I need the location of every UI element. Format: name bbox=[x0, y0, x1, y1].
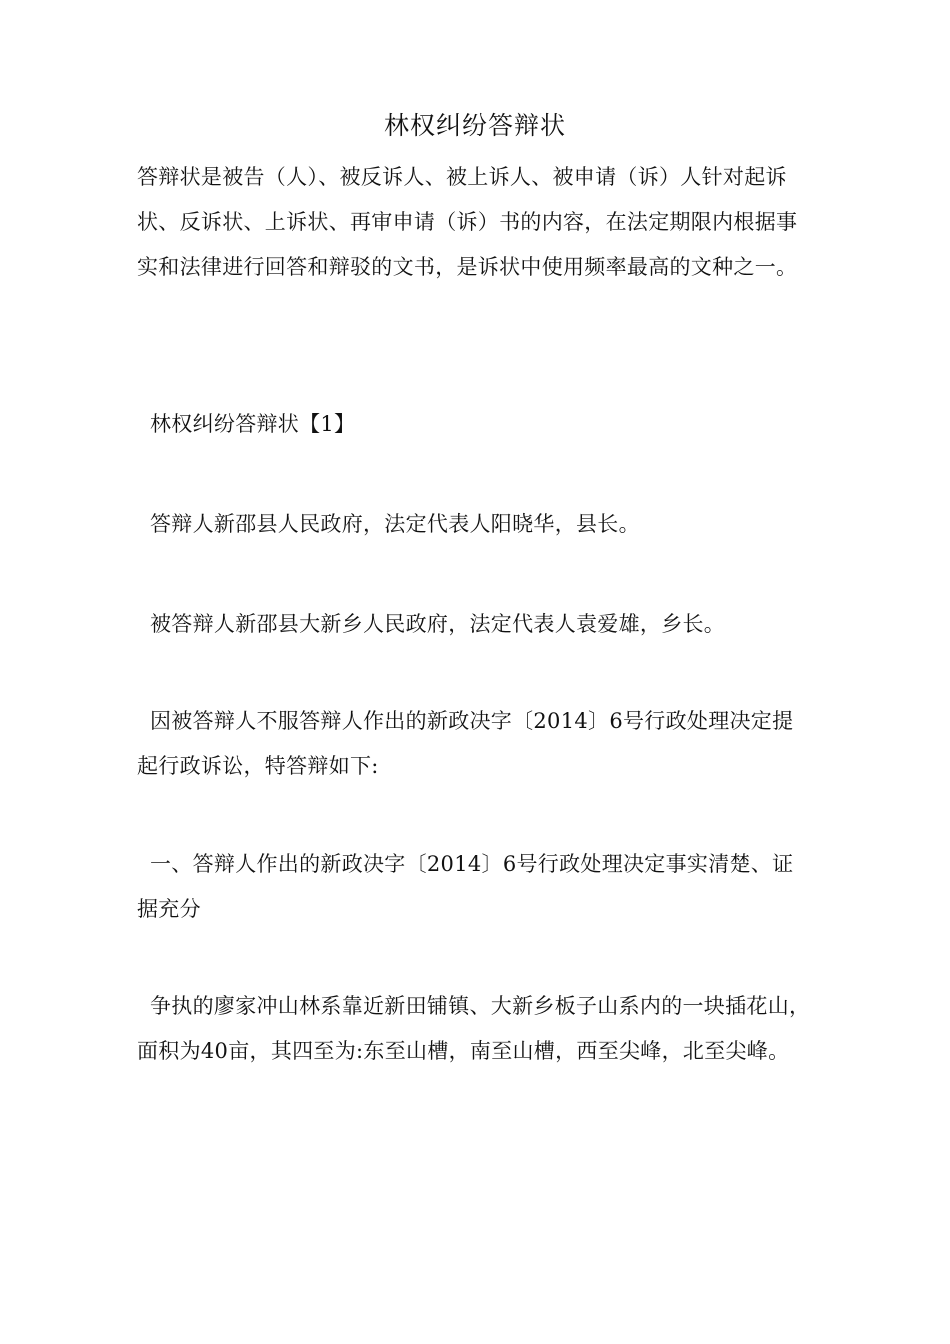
document-title: 林权纠纷答辩状 bbox=[383, 111, 566, 140]
intro-paragraph: 答辩状是被告（人）、被反诉人、被上诉人、被申请（诉）人针对起诉状、反诉状、上诉状、再审申请（诉）书的内容，在法定期限内根据事实和法律进行回答和辩驳的文书，是诉状中使用频率最高的文种之一。 bbox=[137, 165, 798, 279]
reason-paragraph: 因被答辩人不服答辩人作出的新政决字〔2014〕6号行政处理决定提起行政诉讼，特答辩如下: bbox=[137, 709, 794, 778]
respondent-paragraph: 答辩人新邵县人民政府，法定代表人阳晓华，县长。 bbox=[150, 512, 640, 536]
dispute-description-paragraph: 争执的廖家冲山林系靠近新田铺镇、大新乡板子山系内的一块插花山，面积为40亩，其四至为:东至山槽，南至山槽，西至尖峰，北至尖峰。 bbox=[137, 994, 811, 1063]
point-one-heading: 一、答辩人作出的新政决字〔2014〕6号行政处理决定事实清楚、证据充分 bbox=[137, 852, 794, 921]
section-heading: 林权纠纷答辩状【1】 bbox=[150, 412, 356, 436]
appellee-paragraph: 被答辩人新邵县大新乡人民政府，法定代表人袁爱雄，乡长。 bbox=[150, 612, 726, 636]
